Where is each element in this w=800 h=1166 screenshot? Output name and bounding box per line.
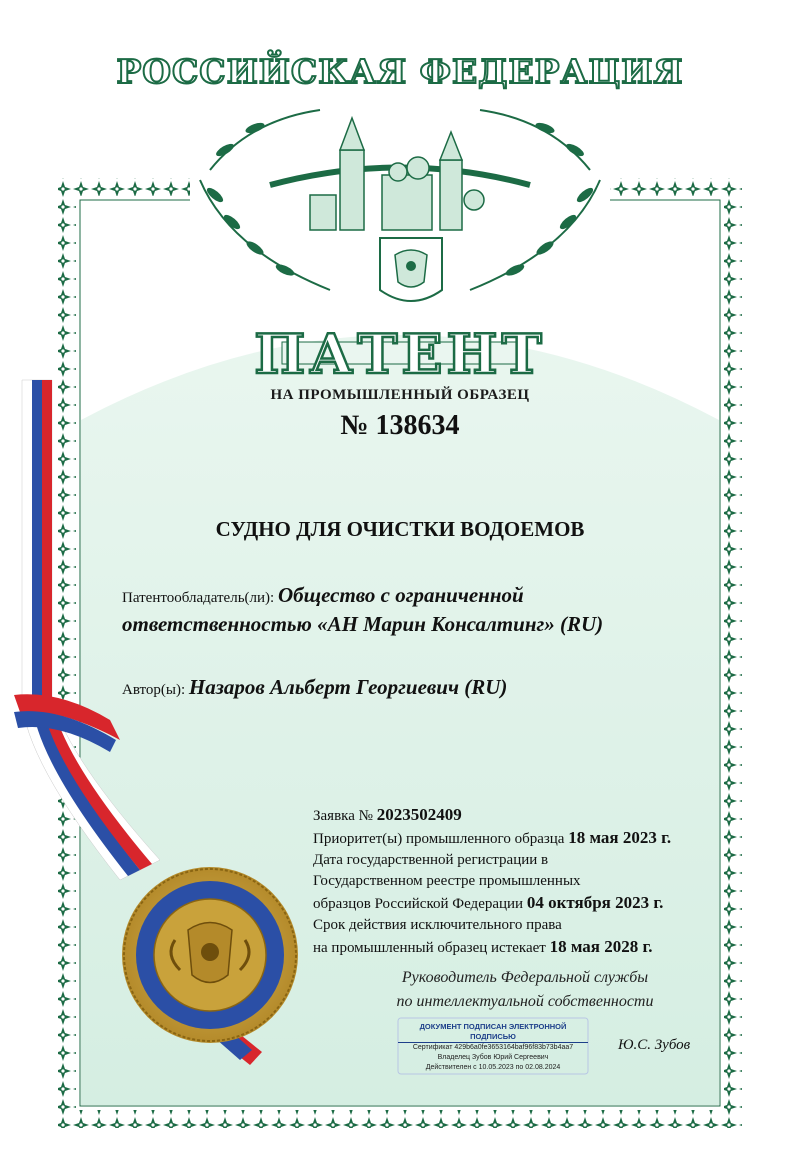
country-title: РОССИЙСКАЯ ФЕДЕРАЦИЯ xyxy=(116,52,684,91)
application-number: 2023502409 xyxy=(376,805,462,824)
registration-line2: Государственном реестре промышленных xyxy=(313,873,581,889)
patent-number: № 138634 xyxy=(340,410,460,441)
head-of-service xyxy=(360,966,690,1014)
signatory-name: Ю.С. Зубов xyxy=(618,1037,691,1053)
esignature-heading: ДОКУМЕНТ ПОДПИСАН ЭЛЕКТРОННОЙ ПОДПИСЬЮ xyxy=(398,1022,588,1043)
head-of-service-line2: по интеллектуальной собственности xyxy=(396,993,654,1010)
priority-label: Приоритет(ы) промышленного образца xyxy=(313,831,565,847)
esignature-certificate: Сертификат 429b6a0fe3653164baf96f83b73b4aa7 xyxy=(412,1044,574,1051)
esignature-stamp xyxy=(398,1022,588,1073)
patent-holder-label: Патентообладатель(ли): xyxy=(122,590,275,606)
author xyxy=(122,675,682,700)
application-details xyxy=(313,804,733,959)
author-label: Автор(ы): xyxy=(122,682,186,698)
patent-holder xyxy=(122,582,682,640)
term-line1: Срок действия исключительного права xyxy=(313,917,562,933)
patent-holder-line1: Общество с ограниченной xyxy=(277,583,524,607)
design-title: СУДНО ДЛЯ ОЧИСТКИ ВОДОЕМОВ xyxy=(215,517,585,541)
term-line2: на промышленный образец истекает xyxy=(313,940,546,956)
priority-date: 18 мая 2023 г. xyxy=(568,828,672,847)
head-of-service-line1: Руководитель Федеральной службы xyxy=(401,969,649,986)
registration-line3: образцов Российской Федерации xyxy=(313,896,524,912)
registration-line1: Дата государственной регистрации в xyxy=(313,852,549,868)
author-name: Назаров Альберт Георгиевич (RU) xyxy=(188,675,508,699)
esignature-validity: Действителен с 10.05.2023 по 02.08.2024 xyxy=(425,1064,561,1071)
document-type-title: ПАТЕНТ xyxy=(254,322,546,386)
esignature-owner: Владелец Зубов Юрий Сергеевич xyxy=(437,1054,549,1061)
application-label: Заявка № xyxy=(313,808,373,824)
registration-date: 04 октября 2023 г. xyxy=(526,893,664,912)
document-subtitle: НА ПРОМЫШЛЕННЫЙ ОБРАЗЕЦ xyxy=(270,387,530,403)
term-date: 18 мая 2028 г. xyxy=(549,937,653,956)
federal-service-seal xyxy=(122,867,298,1043)
patent-holder-line2: ответственностью «АН Марин Консалтинг» (RU) xyxy=(122,612,604,636)
